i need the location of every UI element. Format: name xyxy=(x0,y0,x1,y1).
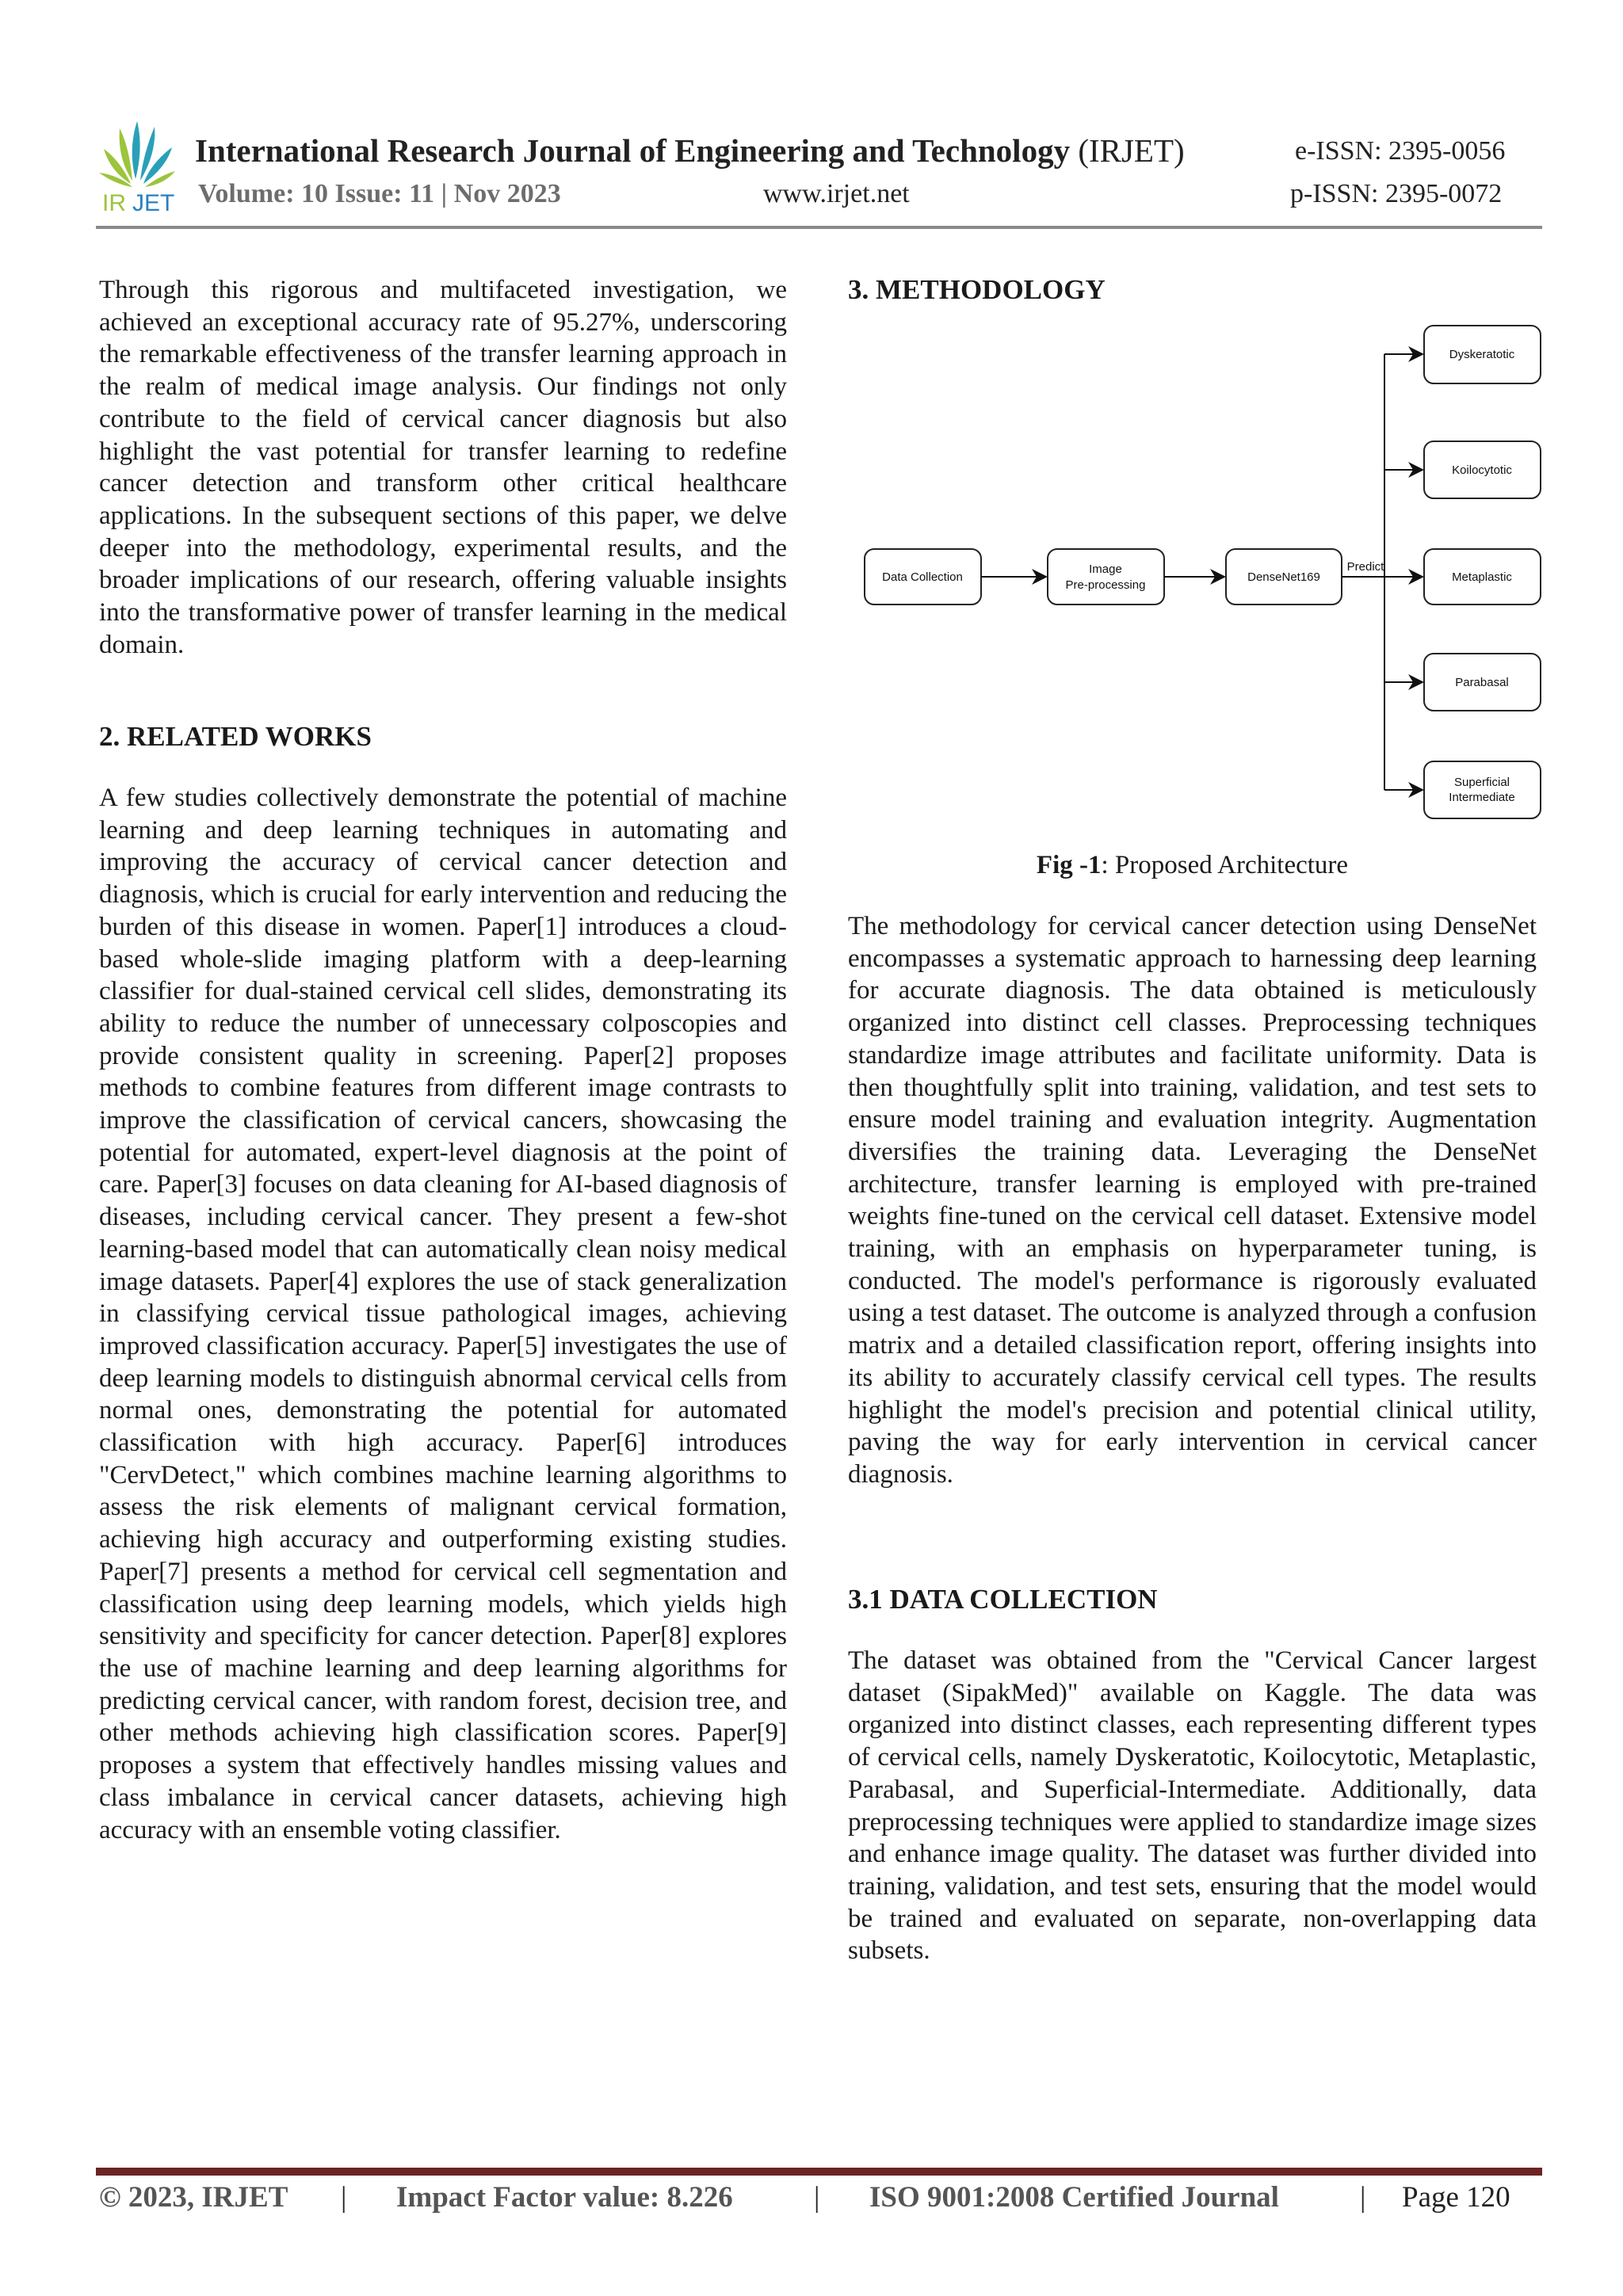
website-link[interactable]: www.irjet.net xyxy=(763,179,910,208)
intro-paragraph: Through this rigorous and multifaceted investigation, we achieved an exceptional accuracy rate of 95.27%, underscoring the remarkable effectiveness of the transfer learning approach in the realm of medical image analysis. Our findings not only contribute to the field of cervical cancer diagnosis but also highlight the vast potential for transfer learning to redefine cancer detection and transform other critical healthcare applications. In the subsequent sections of this paper, we delve deeper into the methodology, experimental results, and the broader implications of our research, offering valuable insights into the transformative power of transfer learning in the medical domain. xyxy=(99,276,787,659)
label-data-collection: Data Collection xyxy=(882,570,963,584)
label-dyskeratotic: Dyskeratotic xyxy=(1449,348,1515,361)
label-preprocessing-1: Image xyxy=(1089,563,1122,576)
label-metaplastic: Metaplastic xyxy=(1452,570,1512,584)
related-works-section xyxy=(99,782,787,1846)
label-intermediate: Intermediate xyxy=(1449,791,1515,804)
caption-text: : Proposed Architecture xyxy=(1101,851,1349,879)
footer-certification: ISO 9001:2008 Certified Journal xyxy=(869,2181,1279,2214)
label-preprocessing-2: Pre-processing xyxy=(1065,578,1146,592)
methodology-heading: 3. METHODOLOGY xyxy=(848,274,1106,305)
footer-separator: | xyxy=(341,2181,347,2214)
methodology-paragraph: The methodology for cervical cancer detection using DenseNet encompasses a systematic approach to harnessing deep learning for accurate diagnosis. The data obtained is meticulously organized into distinct cell classes. Preprocessing techniques standardize image attributes and facilitate uniformity. Data is then thoughtfully split into training, validation, and test sets to ensure model training and evaluation integrity. Augmentation diversifies the training data. Leveraging the DenseNet architecture, transfer learning is employed with pre-trained weights fine-tuned on the cervical cell dataset. Extensive model training, with an emphasis on hyperparameter tuning, is conducted. The model's performance is rigorously evaluated using a test dataset. The outcome is analyzed through a confusion matrix and a detailed classification report, offering insights into its ability to accurately classify cervical cell types. The results highlight the model's precision and potential clinical utility, paving the way for early intervention in cervical cancer diagnosis. xyxy=(848,912,1537,1489)
node-preprocessing xyxy=(1048,549,1164,605)
label-superficial: Superficial xyxy=(1453,776,1510,789)
volume-issue: Volume: 10 Issue: 11 | Nov 2023 xyxy=(198,179,561,208)
related-works-heading: 2. RELATED WORKS xyxy=(99,721,372,752)
related-works-paragraph: A few studies collectively demonstrate the potential of machine learning and deep learning techniques in automating and improving the accuracy of cervical cancer detection and diagnosis, which is crucial for early intervention and reducing the burden of this disease in women. Paper[1] introduces a cloud-based whole-slide imaging platform with a deep-learning classifier for dual-stained cervical cell slides, demonstrating its ability to reduce the number of unnecessary colposcopies and provide consistent quality in screening. Paper[2] proposes methods to combine features from different image contrasts to improve the classification of cervical cancers, showcasing the potential for automated, expert-level diagnosis at the point of care. Paper[3] focuses on data cleaning for AI-based diagnosis of diseases, including cervical cancer. They present a few-shot learning-based model that can automatically clean noisy medical image datasets. Paper[4] explores the use of stack generalization in classifying cervical tissue pathological images, achieving improved classification accuracy. Paper[5] investigates the use of deep learning models to distinguish abnormal cervical cells from normal ones, demonstrating the potential for automated classification with high accuracy. Paper[6] introduces "CervDetect," which combines machine learning algorithms to assess the risk elements of malignant cervical formation, achieving high accuracy and outperforming existing studies. Paper[7] presents a method for cervical cell segmentation and classification using deep learning models, which yields high sensitivity and specificity for cancer detection. Paper[8] explores the use of machine learning and deep learning algorithms for predicting cervical cancer, with random forest, decision tree, and other methods achieving high classification scores. Paper[9] proposes a system that effectively handles missing values and class imbalance in cervical cancer datasets, achieving high accuracy with an ensemble voting classifier. xyxy=(99,784,787,1844)
footer-impact-factor: Impact Factor value: 8.226 xyxy=(396,2181,733,2214)
data-collection-paragraph: The dataset was obtained from the "Cervical Cancer largest dataset (SipakMed)" available on Kaggle. The data was organized into distinct classes, each representing different types of cervical cells, namely Dyskeratotic, Koilocytotic, Metaplastic, Parabasal, and Superficial-Intermediate. Additionally, data preprocessing techniques were applied to standardize image sizes and enhance image quality. The dataset was further divided into training, validation, and test sets, ensuring that the model would be trained and evaluated on separate, non-overlapping data subsets. xyxy=(848,1646,1537,1966)
label-densenet: DenseNet169 xyxy=(1247,570,1320,584)
label-parabasal: Parabasal xyxy=(1455,676,1509,689)
footer-page-number: Page 120 xyxy=(1402,2181,1510,2214)
methodology-section xyxy=(848,910,1537,1491)
svg-text:JET: JET xyxy=(132,190,175,215)
architecture-diagram xyxy=(0,0,1623,871)
svg-text:IR: IR xyxy=(102,190,126,215)
label-koilocytotic: Koilocytotic xyxy=(1452,463,1512,477)
footer-bar xyxy=(96,2168,1542,2176)
label-predict: Predict xyxy=(1346,560,1384,574)
journal-name: International Research Journal of Engineering and Technology xyxy=(195,132,1071,169)
footer-separator: | xyxy=(1360,2181,1366,2214)
caption-label: Fig -1 xyxy=(1036,851,1102,879)
footer-copyright: © 2023, IRJET xyxy=(99,2181,288,2214)
figure-caption xyxy=(848,851,1537,880)
data-collection-heading: 3.1 DATA COLLECTION xyxy=(848,1584,1158,1615)
footer-separator: | xyxy=(814,2181,820,2214)
data-collection-section xyxy=(848,1645,1537,1967)
e-issn: e-ISSN: 2395-0056 xyxy=(1295,136,1506,166)
journal-abbr: (IRJET) xyxy=(1078,132,1185,169)
p-issn: p-ISSN: 2395-0072 xyxy=(1290,179,1503,208)
node-superficial-intermediate xyxy=(1424,761,1541,818)
